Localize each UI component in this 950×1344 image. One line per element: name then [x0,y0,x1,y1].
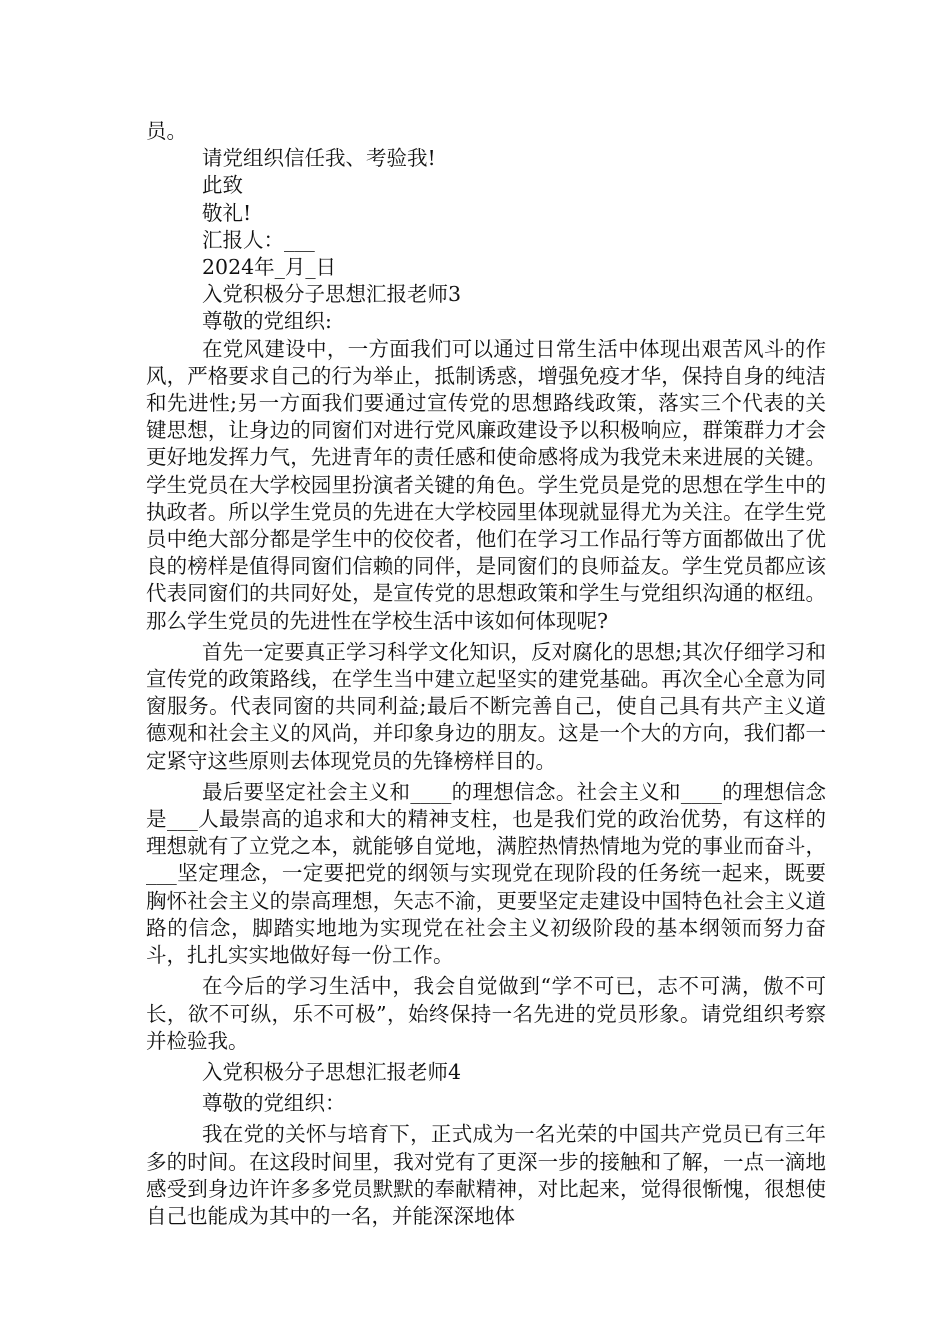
paragraph-continuation: 员。 [146,119,187,143]
paragraph-body-2: 首先一定要真正学习科学文化知识，反对腐化的思想;其次仔细学习和宣传党的政策路线，在学生当中建立起坚实的建党基础。再次全心全意为同窗服务。代表同窗的共同利益;最后不断完善自己，使自己具有共产主义道德观和社会主义的风尚，并印象身边的朋友。这是一个大的方向，我们都一定紧守这些原则去体现党员的先锋榜样目的。 [146,639,826,773]
paragraph-body-1: 在党风建设中，一方面我们可以通过日常生活中体现出艰苦风斗的作风，严格要求自己的行为举止，抵制诱惑，增强免疫才华，保持自身的纯洁和先进性;另一方面我们要通过宣传党的思想路线政策，落实三个代表的关键思想，让身边的同窗们对进行党风廉政建设予以积极响应，群策群力才会更好地发挥力气，先进青年的责任感和使命感将成为我党未来进展的关键。学生党员在大学校园里扮演者关键的角色。学生党员是党的思想在学生中的执政者。所以学生党员的先进在大学校园里体现就显得尤为关注。在学生党员中绝大部分都是学生中的佼佼者，他们在学习工作品行等方面都做出了优良的榜样是值得同窗们信赖的同伴，是同窗们的良师益友。学生党员都应该代表同窗们的共同好处，是宣传党的思想政策和学生与党组织沟通的枢纽。那么学生党员的先进性在学校生活中该如何体现呢? [146,336,826,633]
paragraph-salutation: 此致 [202,173,243,198]
paragraph-regards: 敬礼! [202,200,252,225]
paragraph-body-4: 在今后的学习生活中，我会自觉做到“学不可已，志不可满，傲不可长，欲不可纵，乐不可极”，始终保持一名先进的党员形象。请党组织考察并检验我。 [146,974,826,1053]
greeting-3: 尊敬的党组织: [202,309,332,334]
paragraph-request: 请党组织信任我、考验我! [202,146,436,171]
paragraph-reporter: 汇报人：___ [202,227,315,252]
paragraph-date: 2024年_月_日 [202,255,337,280]
paragraph-body-3: 最后要坚定社会主义和____的理想信念。社会主义和____的理想信念是___人最崇高的追求和大的精神支柱，也是我们党的政治优势，有这样的理想就有了立党之本，就能够自觉地，满腔热情热情地为党的事业而奋斗，___坚定理念，一定要把党的纲领与实现党在现阶段的任务统一起来，既要胸怀社会主义的崇高理想，矢志不渝，更要坚定走建设中国特色社会主义道路的信念，脚踏实地地为实现党在社会主义初级阶段的基本纲领而努力奋斗，扎扎实实地做好每一份工作。 [146,779,826,968]
section-title-4: 入党积极分子思想汇报老师4 [202,1059,462,1084]
greeting-4: 尊敬的党组织： [202,1091,346,1116]
paragraph-body-5: 我在党的关怀与培育下，正式成为一名光荣的中国共产党员已有三年多的时间。在这段时间里，我对党有了更深一步的接触和了解，一点一滴地感受到身边许许多多党员默默的奉献精神，对比起来，觉得很惭愧，很想使自己也能成为其中的一名，并能深深地体 [146,1122,826,1228]
document-body [146,118,826,1230]
section-title-3: 入党积极分子思想汇报老师3 [202,282,462,307]
